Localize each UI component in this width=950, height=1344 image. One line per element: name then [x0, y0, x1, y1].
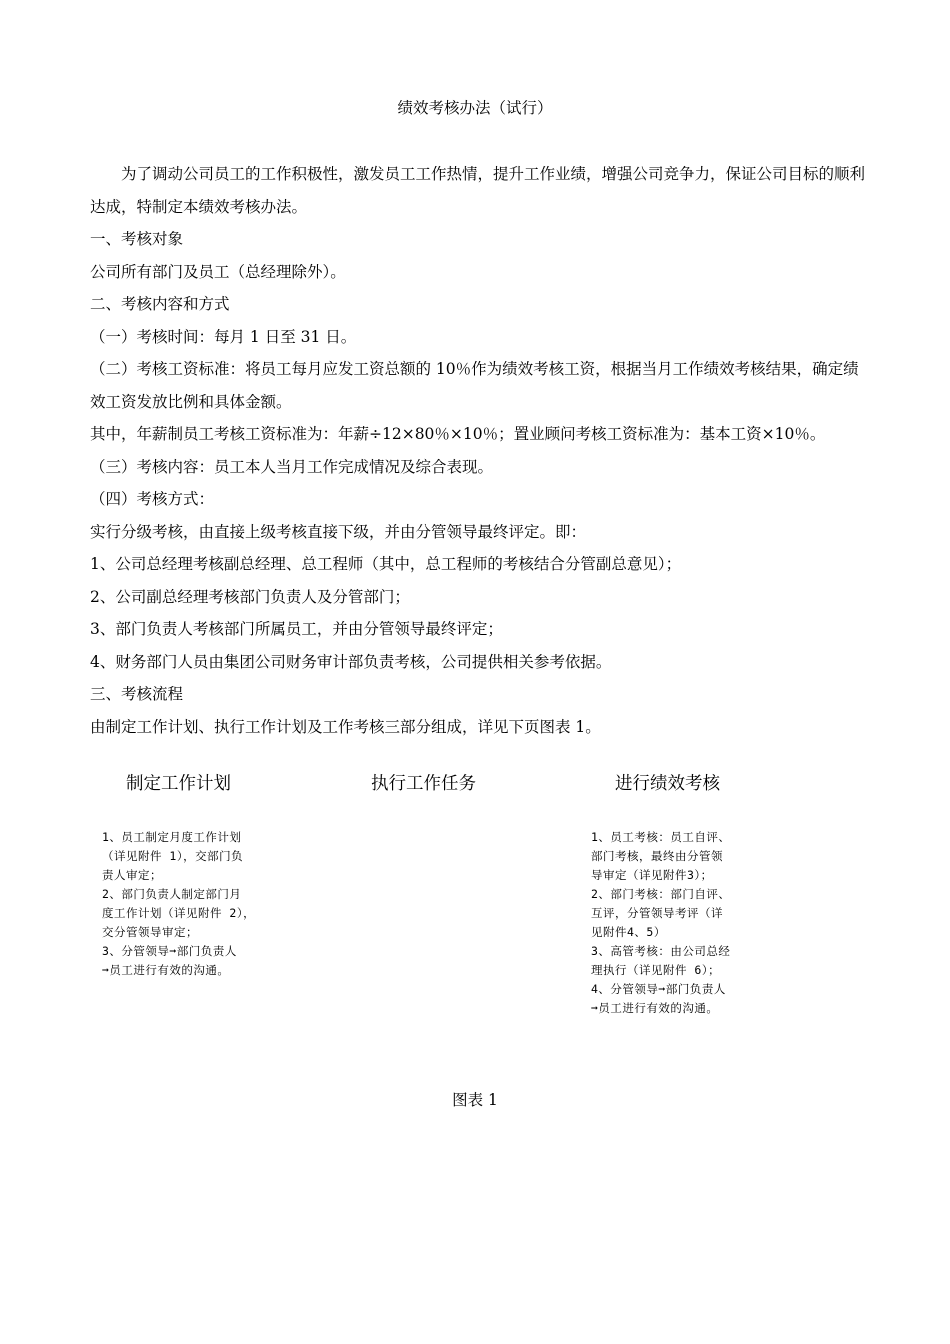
execute-heading: 执行工作任务: [371, 774, 476, 794]
plan-step-line: ➞员工进行有效的沟通。: [102, 963, 230, 977]
list-item: 3、部门负责人考核部门所属员工，并由分管领导最终评定；: [90, 620, 503, 638]
figure-caption: 图表 1: [452, 1091, 498, 1109]
assess-step-line: ➞员工进行有效的沟通。: [591, 1001, 719, 1015]
assess-step-line: 4、分管领导➞部门负责人: [591, 982, 726, 996]
paragraph: （三）考核内容：员工本人当月工作完成情况及综合表现。: [90, 457, 494, 476]
assess-step-line: 理执行（详见附件 6）；: [591, 963, 721, 977]
assess-steps: [591, 828, 791, 1018]
paragraph: 由制定工作计划、执行工作计划及工作考核三部分组成，详见下页图表 1。: [90, 717, 601, 736]
assess-step-line: 2、部门考核：部门自评、: [591, 887, 731, 901]
assess-step-line: 导审定（详见附件3）；: [591, 868, 713, 882]
document-body: [90, 158, 865, 743]
process-diagram: [90, 770, 865, 1060]
paragraph: （二）考核工资标准：将员工每月应发工资总额的 10％作为绩效考核工资，根据当月工作绩效考核结果，确定绩效工资发放比例和具体金额。: [90, 360, 859, 411]
assess-step-line: 部门考核，最终由分管领: [591, 849, 723, 863]
list-item: 2、公司副总经理考核部门负责人及分管部门；: [90, 587, 410, 606]
assess-step-line: 见附件4、5）: [591, 925, 666, 939]
execute-column: [371, 770, 476, 795]
list-item: 4、财务部门人员由集团公司财务审计部负责考核，公司提供相关参考依据。: [90, 652, 612, 671]
paragraph: （四）考核方式：: [90, 490, 215, 508]
plan-column: [126, 770, 231, 795]
section-heading-1: 一、考核对象: [90, 230, 184, 248]
plan-step-line: 度工作计划（详见附件 2），: [102, 906, 256, 920]
plan-heading: 制定工作计划: [126, 774, 231, 794]
plan-step-line: （详见附件 1），交部门负: [102, 849, 244, 863]
list-item: 1、公司总经理考核副总经理、总工程师（其中，总工程师的考核结合分管副总意见）；: [90, 555, 682, 573]
document-title: 绩效考核办法（试行）: [397, 99, 553, 117]
paragraph: 公司所有部门及员工（总经理除外）。: [90, 262, 346, 281]
plan-step-line: 交分管领导审定；: [102, 925, 198, 939]
paragraph: 其中，年薪制员工考核工资标准为：年薪÷12×80％×10％；置业顾问考核工资标准为：基本工资×10％。: [90, 425, 826, 443]
assess-step-line: 1、员工考核：员工自评、: [591, 830, 731, 844]
plan-steps: [102, 828, 302, 980]
section-heading-2: 二、考核内容和方式: [90, 295, 230, 313]
assess-column: [615, 770, 720, 795]
plan-step-line: 1、员工制定月度工作计划: [102, 830, 242, 844]
intro-paragraph: 为了调动公司员工的工作积极性，激发员工工作热情，提升工作业绩，增强公司竞争力，保证公司目标的顺利达成，特制定本绩效考核办法。: [90, 165, 866, 216]
assess-heading: 进行绩效考核: [615, 774, 720, 794]
plan-step-line: 责人审定；: [102, 868, 162, 882]
paragraph: 实行分级考核，由直接上级考核直接下级，并由分管领导最终评定。即：: [90, 522, 587, 541]
section-heading-3: 三、考核流程: [90, 685, 184, 703]
assess-step-line: 3、高管考核：由公司总经: [591, 944, 731, 958]
plan-step-line: 3、分管领导➞部门负责人: [102, 944, 237, 958]
paragraph: （一）考核时间：每月 1 日至 31 日。: [90, 327, 357, 346]
plan-step-line: 2、部门负责人制定部门月: [102, 887, 242, 901]
assess-step-line: 互评，分管领导考评（详: [591, 906, 723, 920]
